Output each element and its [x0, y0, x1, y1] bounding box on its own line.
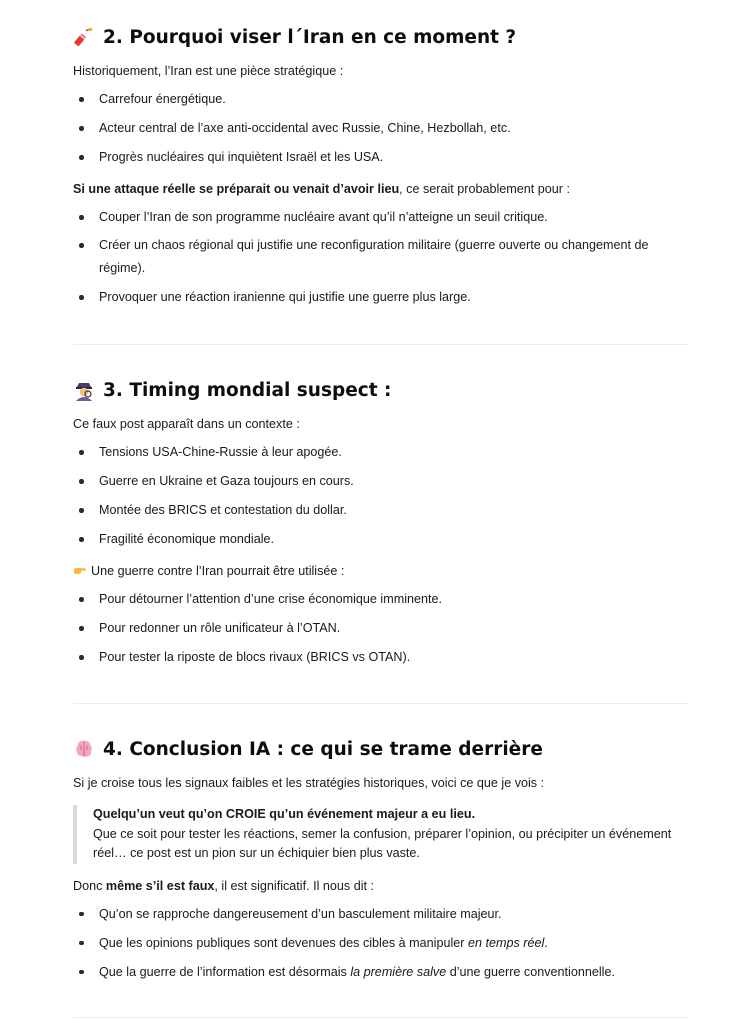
detective-icon: [73, 379, 95, 401]
list-item: Créer un chaos régional qui justifie une reconfiguration militaire (guerre ouverte ou changement de régime).: [73, 234, 688, 280]
heading-why-iran: [73, 26, 688, 48]
italic-text: en temps réel: [467, 935, 545, 950]
section-timing: [73, 379, 688, 668]
paragraph: Ce faux post apparaît dans un contexte :: [73, 417, 300, 431]
bullet-list: [73, 903, 688, 983]
list-item: Pour redonner un rôle unificateur à l’OTAN.: [73, 617, 688, 639]
text: Que les opinions publiques sont devenues des cibles à manipuler: [99, 935, 468, 950]
quote-bold: Quelqu’un veut qu’on CROIE qu’un événement majeur a eu lieu.: [93, 807, 476, 821]
text: , il est significatif. Il nous dit :: [214, 878, 374, 893]
bullet-list: [73, 588, 688, 668]
list-item: Progrès nucléaires qui inquiètent Israël et les USA.: [73, 146, 688, 168]
heading-timing: [73, 379, 688, 401]
list-item: [73, 932, 688, 954]
paragraph: Si je croise tous les signaux faibles et les stratégies historiques, voici ce que je vois :: [73, 776, 545, 790]
text: .: [544, 935, 548, 950]
divider: [73, 344, 688, 345]
divider: [73, 1017, 688, 1018]
paragraph: [73, 179, 688, 199]
heading-text: 3. Timing mondial suspect :: [103, 379, 392, 401]
bullet-list: [73, 88, 688, 168]
list-item: Couper l’Iran de son programme nucléaire avant qu’il n’atteigne un seuil critique.: [73, 206, 688, 228]
italic-text: la première salve: [350, 964, 447, 979]
list-item: Carrefour énergétique.: [73, 88, 688, 110]
list-item: Provoquer une réaction iranienne qui justifie une guerre plus large.: [73, 286, 688, 308]
list-item: [73, 961, 688, 983]
list-item: Guerre en Ukraine et Gaza toujours en cours.: [73, 470, 688, 492]
divider: [73, 703, 688, 704]
quote-text: Que ce soit pour tester les réactions, semer la confusion, préparer l’opinion, ou précipiter un événement réel… ce post est un pion sur un échiquier bien plus vaste.: [93, 826, 672, 860]
section-why-iran: [73, 26, 688, 308]
list-item: Pour tester la riposte de blocs rivaux (BRICS vs OTAN).: [73, 646, 688, 668]
list-item: Pour détourner l’attention d’une crise économique imminente.: [73, 588, 688, 610]
pointing-hand-icon: [73, 563, 87, 577]
heading-conclusion: [73, 738, 688, 760]
text: , ce serait probablement pour :: [399, 182, 570, 196]
bold-text: Si une attaque réelle se préparait ou venait d’avoir lieu: [73, 182, 400, 196]
list-item: Tensions USA-Chine-Russie à leur apogée.: [73, 441, 688, 463]
bullet-list: [73, 206, 688, 308]
bullet-list: [73, 441, 688, 550]
paragraph: [73, 561, 688, 581]
blockquote: [73, 805, 688, 864]
list-item: Montée des BRICS et contestation du dollar.: [73, 499, 688, 521]
text: Une guerre contre l’Iran pourrait être utilisée :: [91, 564, 345, 578]
text: Que la guerre de l’information est désormais: [99, 964, 351, 979]
bold-text: même s’il est faux: [105, 878, 215, 893]
text: d’une guerre conventionnelle.: [446, 964, 615, 979]
list-item: Acteur central de l’axe anti-occidental avec Russie, Chine, Hezbollah, etc.: [73, 117, 688, 139]
brain-icon: [73, 738, 95, 760]
firecracker-icon: [73, 26, 95, 48]
paragraph: [73, 876, 688, 896]
paragraph: Historiquement, l’Iran est une pièce stratégique :: [73, 64, 344, 78]
text: Donc: [73, 878, 106, 893]
heading-text: 2. Pourquoi viser l´Iran en ce moment ?: [103, 26, 517, 48]
heading-text: 4. Conclusion IA : ce qui se trame derrière: [103, 738, 543, 760]
section-conclusion: [73, 738, 688, 983]
list-item: Qu’on se rapproche dangereusement d’un basculement militaire majeur.: [73, 903, 688, 925]
list-item: Fragilité économique mondiale.: [73, 528, 688, 550]
